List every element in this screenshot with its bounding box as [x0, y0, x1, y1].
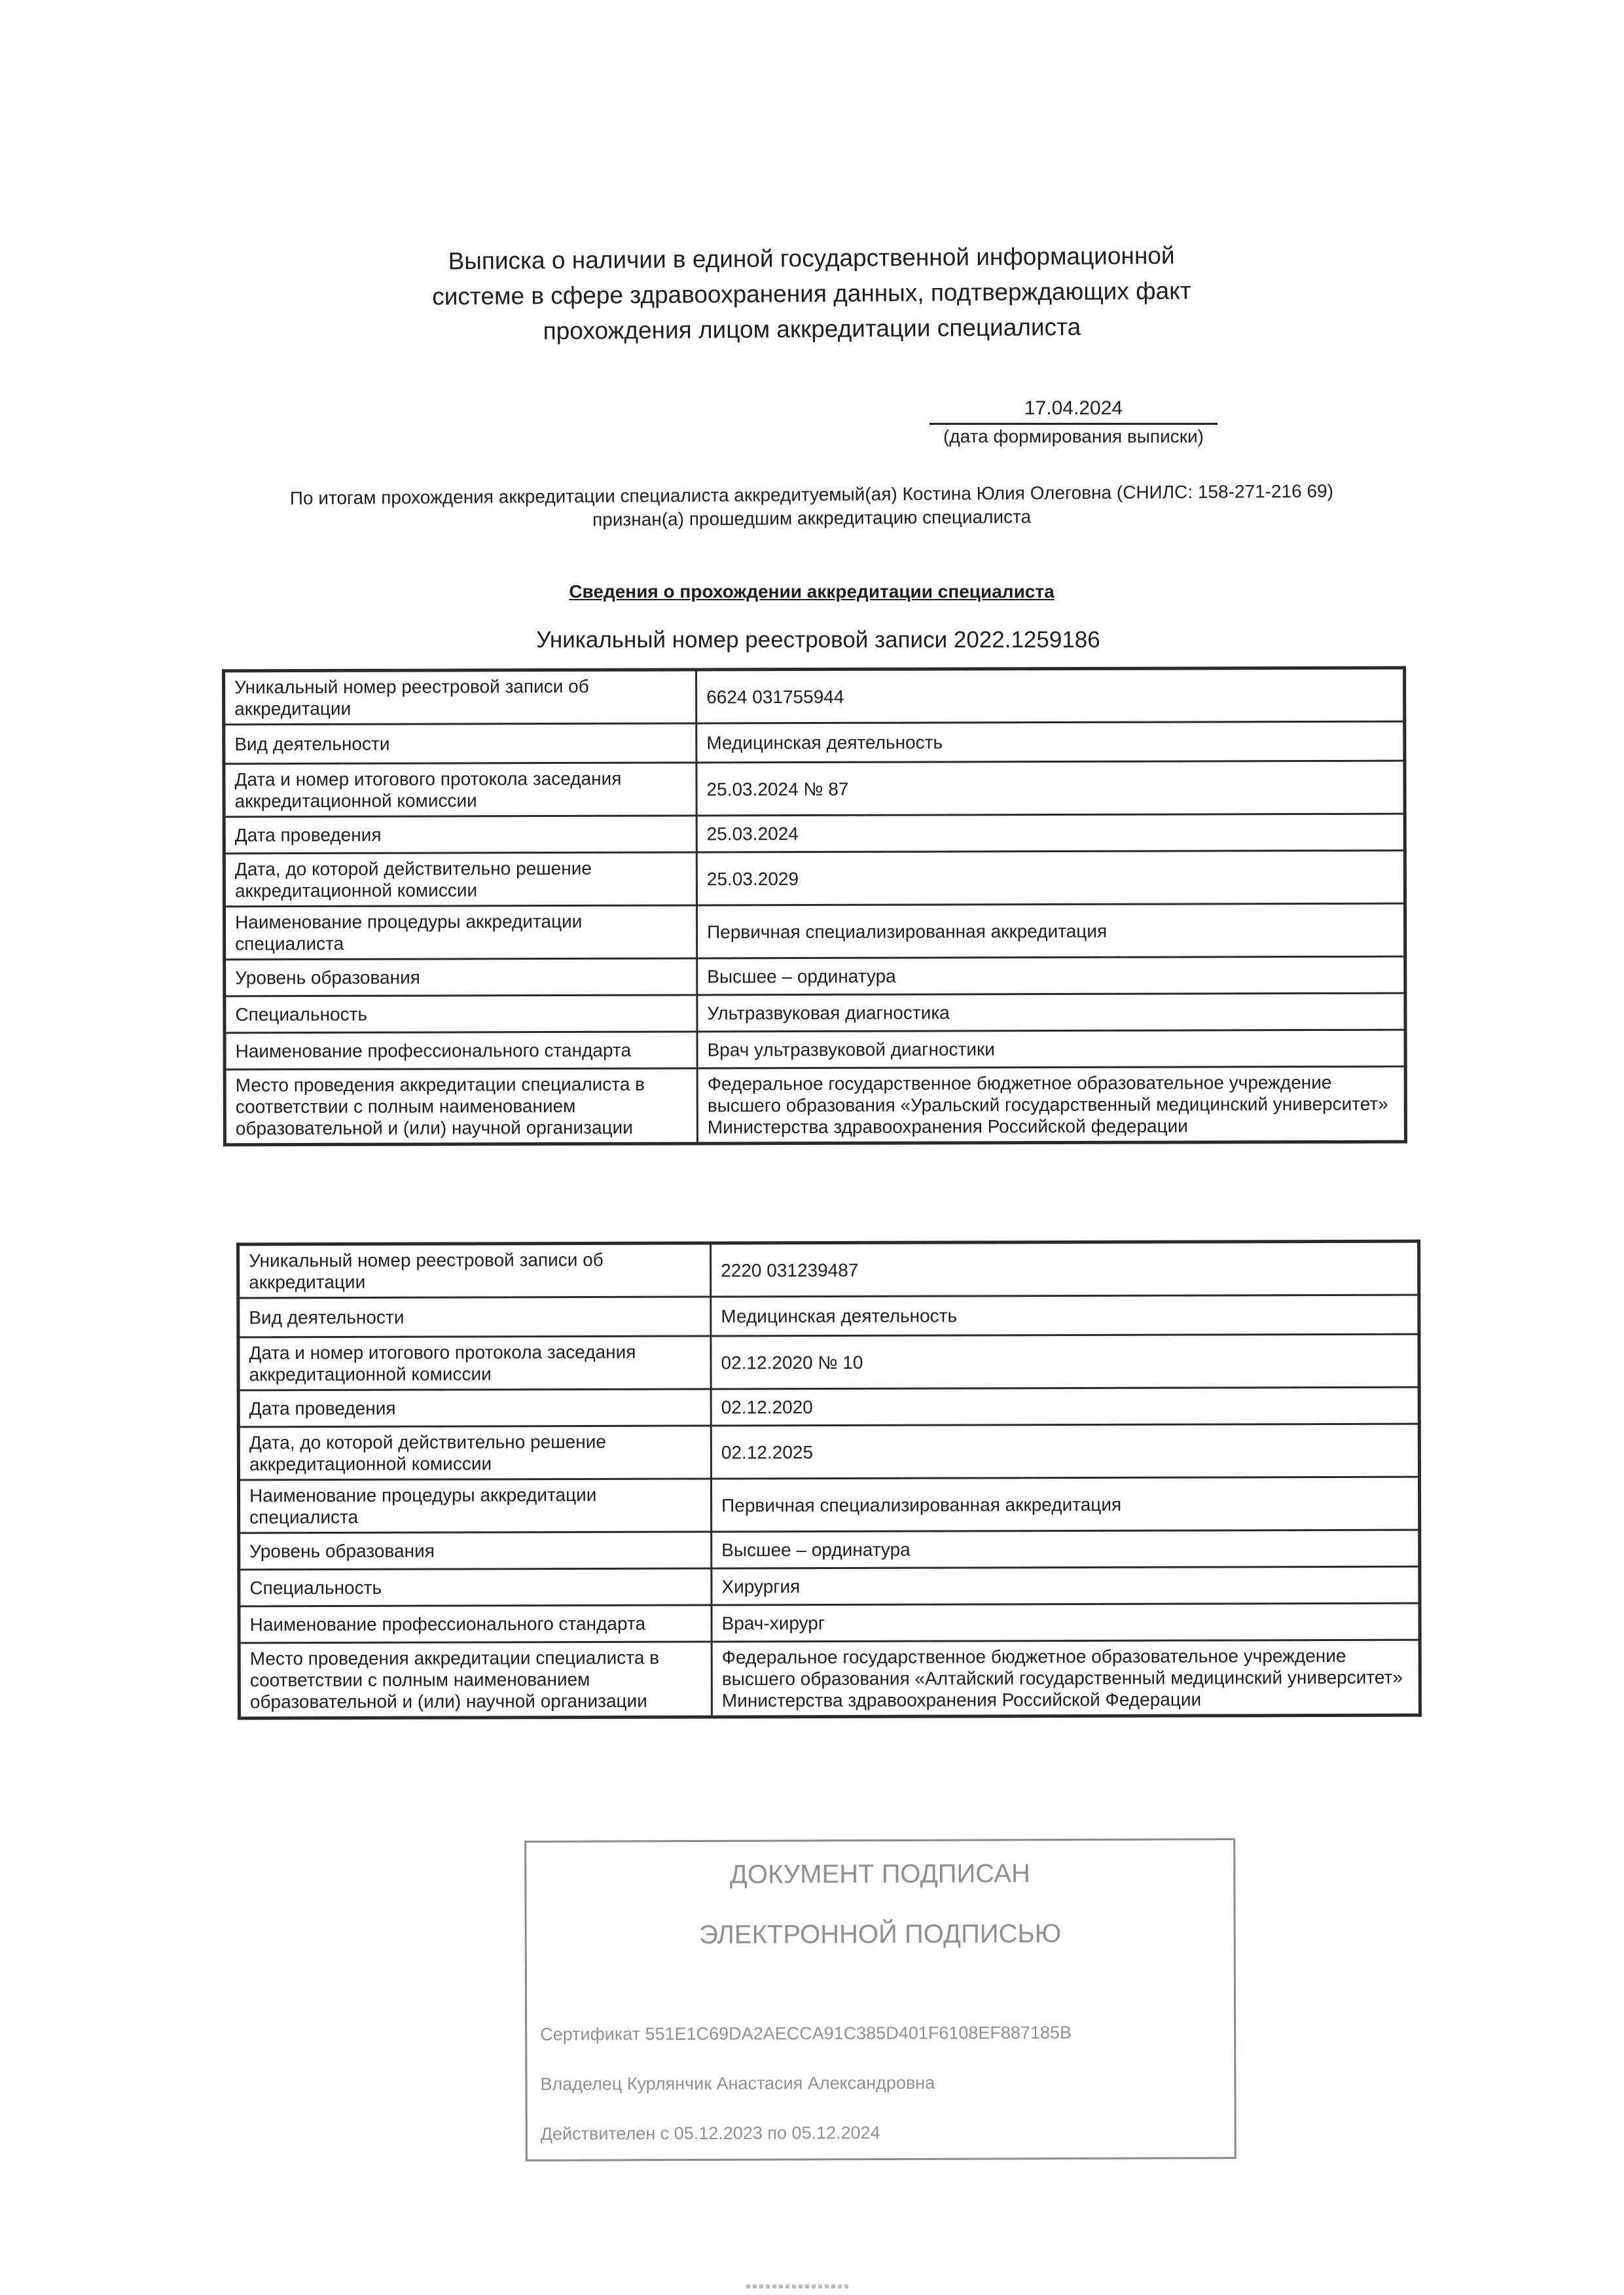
- row-value: 02.12.2020: [711, 1387, 1419, 1426]
- row-label: Дата проведения: [224, 816, 696, 854]
- stamp-validity: Действителен с 05.12.2023 по 05.12.2024: [540, 2123, 880, 2144]
- row-label: Место проведения аккредитации специалиста в соответствии с полным наименованием образовательной и (или) научной организации: [225, 1068, 697, 1145]
- row-value: Медицинская деятельность: [711, 1295, 1419, 1336]
- row-label: Наименование профессионального стандарта: [239, 1605, 712, 1643]
- row-value: 02.12.2025: [711, 1424, 1419, 1479]
- table-row: [225, 1030, 1405, 1070]
- row-value: Первичная специализированная аккредитация: [696, 903, 1405, 958]
- table-row: [225, 1066, 1405, 1145]
- row-label: Специальность: [225, 995, 697, 1033]
- row-label: Дата и номер итогового протокола заседания аккредитационной комиссии: [224, 763, 696, 817]
- scan-artifact: [746, 2285, 851, 2288]
- row-value: 25.03.2024: [696, 814, 1405, 852]
- row-label: Наименование профессионального стандарта: [225, 1032, 697, 1070]
- table-row: [239, 1530, 1420, 1570]
- row-label: Дата, до которой действительно решение аккредитационной комиссии: [224, 852, 696, 907]
- table-row: [238, 1387, 1419, 1427]
- row-value: Первичная специализированная аккредитация: [711, 1477, 1419, 1532]
- table-row: [224, 668, 1405, 725]
- row-label: Дата проведения: [238, 1389, 711, 1427]
- row-value: Хирургия: [712, 1566, 1420, 1605]
- table-row: [224, 761, 1405, 817]
- row-value: 6624 031755944: [696, 668, 1405, 723]
- stamp-certificate: Сертификат 551E1C69DA2AECCA91C385D401F6108EF887185B: [540, 2022, 1072, 2044]
- registry-number: Уникальный номер реестровой записи 2022.1259186: [536, 627, 1100, 653]
- row-value: Федеральное государственное бюджетное образовательное учреждение высшего образования «Уральский государственный медицинский университет» Министерства здравоохранения Российской федерации: [697, 1066, 1405, 1144]
- title-line-3: прохождения лицом аккредитации специалиста: [543, 313, 1081, 345]
- row-label: Вид деятельности: [238, 1297, 711, 1337]
- intro-line-1: По итогам прохождения аккредитации специалиста аккредитуемый(ая) Костина Юлия Олеговна (СНИЛС: 158-271-216 69): [289, 480, 1334, 509]
- row-value: 25.03.2029: [696, 850, 1405, 905]
- table-row: [238, 1424, 1419, 1480]
- table-row: [225, 956, 1405, 996]
- intro-paragraph: [223, 479, 1401, 535]
- stamp-owner: Владелец Курлянчик Анастасия Александровна: [540, 2072, 935, 2094]
- section-title: Сведения о прохождении аккредитации специалиста: [569, 581, 1055, 602]
- row-label: Уровень образования: [239, 1532, 712, 1570]
- row-label: Уникальный номер реестровой записи об аккредитации: [224, 670, 696, 725]
- table-row: [224, 721, 1405, 764]
- table-row: [238, 1334, 1419, 1390]
- table-row: [225, 993, 1405, 1033]
- electronic-signature-stamp: [524, 1838, 1236, 2161]
- row-label: Специальность: [239, 1568, 712, 1606]
- row-label: Место проведения аккредитации специалиста в соответствии с полным наименованием образовательной и (или) научной организации: [239, 1642, 712, 1718]
- table-row: [224, 850, 1405, 907]
- table-row: [238, 1477, 1419, 1533]
- row-value: 2220 031239487: [711, 1241, 1419, 1297]
- row-label: Дата и номер итогового протокола заседания аккредитационной комиссии: [238, 1336, 711, 1390]
- table-row: [238, 1241, 1419, 1298]
- row-value: Федеральное государственное бюджетное образовательное учреждение высшего образования «Алтайский государственный медицинский университет» Министерства здравоохранения Российской Федерации: [712, 1640, 1420, 1717]
- row-value: Ультразвуковая диагностика: [697, 993, 1405, 1032]
- row-label: Уникальный номер реестровой записи об аккредитации: [238, 1243, 711, 1298]
- row-value: Врач ультразвуковой диагностики: [697, 1030, 1405, 1068]
- row-value: Высшее – ординатура: [697, 956, 1405, 995]
- row-label: Дата, до которой действительно решение аккредитационной комиссии: [238, 1426, 711, 1480]
- row-label: Наименование процедуры аккредитации специалиста: [238, 1479, 711, 1533]
- row-value: 25.03.2024 № 87: [696, 761, 1405, 816]
- row-value: Врач-хирург: [712, 1603, 1420, 1642]
- extract-date-block: [929, 397, 1218, 448]
- row-value: 02.12.2020 № 10: [711, 1334, 1419, 1389]
- title-line-1: Выписка о наличии в единой государственной информационной: [448, 242, 1175, 275]
- row-value: Медицинская деятельность: [696, 721, 1405, 763]
- document-title: [366, 238, 1257, 351]
- intro-line-2: признан(а) прошедшим аккредитацию специалиста: [592, 506, 1032, 530]
- table-row: [238, 1295, 1419, 1337]
- row-label: Уровень образования: [225, 958, 697, 996]
- row-label: Вид деятельности: [224, 723, 696, 764]
- table-row: [224, 903, 1405, 960]
- table-row: [239, 1566, 1420, 1606]
- stamp-line-1: ДОКУМЕНТ ПОДПИСАН: [729, 1859, 1030, 1889]
- stamp-line-2: ЭЛЕКТРОННОЙ ПОДПИСЬЮ: [699, 1919, 1062, 1949]
- title-line-2: системе в сфере здравоохранения данных, подтверждающих факт: [432, 277, 1191, 310]
- extract-date: 17.04.2024: [929, 397, 1218, 425]
- accreditation-table-2: [236, 1240, 1422, 1720]
- row-value: Высшее – ординатура: [712, 1530, 1420, 1568]
- table-row: [239, 1640, 1420, 1718]
- extract-date-caption: (дата формирования выписки): [943, 426, 1204, 446]
- accreditation-table-1: [222, 666, 1407, 1147]
- table-row: [239, 1603, 1420, 1643]
- row-label: Наименование процедуры аккредитации специалиста: [224, 905, 696, 960]
- table-row: [224, 814, 1405, 854]
